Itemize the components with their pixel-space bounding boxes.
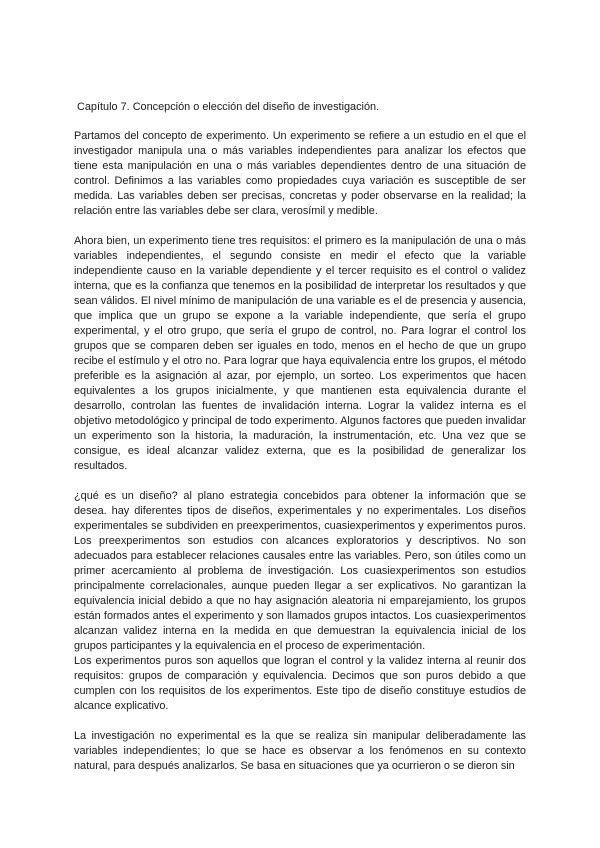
chapter-title: Capítulo 7. Concepción o elección del diseño de investigación. xyxy=(77,101,380,113)
paragraph-design-types: ¿qué es un diseño? al plano estrategia concebidos para obtener la información que se desea. hay diferentes tipos de diseños, experimentales y no experimentales. Los diseños experimentales se subdividen en preexperimentos, cuasiexperimentos y experimentos puros. Los preexperimentos son estudios con alcances exploratorios y descriptivos. No son adecuados para establecer relaciones causales entre las variables. Pero, son útiles como un primer acercamiento al problema de investigación. Los cuasiexperimentos son estudios principalmente correlacionales, aunque pueden llegar a ser explicativos. No garantizan la equivalencia inicial debido a que no hay asignación aleatoria ni emparejamiento, los grupos están formados antes el experimento y son llamados grupos intactos. Los cuasiexperimentos alcanzan validez interna en la medida en que demuestran la equivalencia inicial de los grupos participantes y la equivalencia en el proceso de experimentación. xyxy=(74,490,526,652)
paragraph-experiment-definition: Partamos del concepto de experimento. Un experimento se refiere a un estudio en el que el investigador manipula una o más variables independientes para analizar los efectos que tiene esta manipulación en una o más variables dependientes dentro de una situación de control. Definimos a las variables como propiedades cuya variación es susceptible de ser medida. Las variables deben ser precisas, concretas y poder observarse en la realidad; la relación entre las variables debe ser clara, verosímil y medible. xyxy=(74,130,526,217)
paragraph-pure-experiments: Los experimentos puros son aquellos que logran el control y la validez interna al reunir dos requisitos: grupos de comparación y equivalencia. Decimos que son puros debido a que cumplen con los requisitos de los experimentos. Este tipo de diseño constituye estudios de alcance explicativo. xyxy=(74,655,526,712)
document-body xyxy=(74,100,526,774)
paragraph-experiment-requirements: Ahora bien, un experimento tiene tres requisitos: el primero es la manipulación de una o más variables independientes, el segundo consiste en medir el efecto que la variable independiente causo en la variable dependiente y el tercer requisito es el control o validez interna, que es la confianza que tenemos en la posibilidad de interpretar los resultados y que sean válidos. El nivel mínimo de manipulación de una variable es el de presencia y ausencia, que implica que un grupo se expone a la variable independiente, que sería el grupo experimental, y el otro grupo, que sería el grupo de control, no. Para lograr el control los grupos que se comparen deben ser iguales en todo, menos en el hecho de que un grupo recibe el estímulo y el otro no. Para lograr que haya equivalencia entre los grupos, el método preferible es la asignación al azar, por ejemplo, un sorteo. Los experimentos que hacen equivalentes a los grupos inicialmente, y que mantienen esta equivalencia durante el desarrollo, controlan las fuentes de invalidación interna. Lograr la validez interna es el objetivo metodológico y principal de todo experimento. Algunos factores que pueden invalidar un experimento son la historia, la maduración, la instrumentación, etc. Una vez que se consigue, es ideal alcanzar validez externa, que es la posibilidad de generalizar los resultados. xyxy=(74,235,526,472)
paragraph-non-experimental: La investigación no experimental es la que se realiza sin manipular deliberadamente las variables independientes; lo que se hace es observar a los fenómenos en su contexto natural, para después analizarlos. Se basa en situaciones que ya ocurrieron o se dieron sin xyxy=(74,730,526,772)
